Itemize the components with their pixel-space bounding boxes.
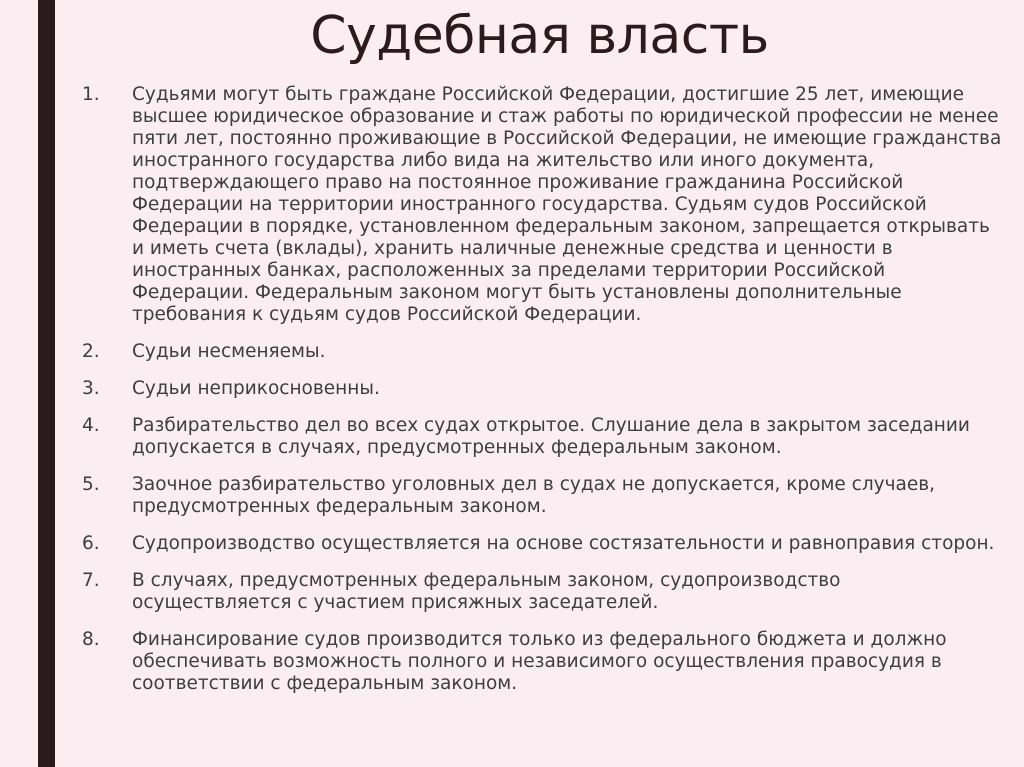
- list-item-text: Финансирование судов производится только из федерального бюджета и должно обеспечивать возможность полного и независимого осуществления правосудия в соответствии с федеральным законом.: [132, 629, 947, 694]
- list-item-number: 1.: [82, 84, 100, 105]
- list-item-number: 6.: [82, 533, 100, 554]
- slide-title: Судебная власть: [310, 6, 769, 66]
- list-item-number: 7.: [82, 570, 100, 591]
- list-item-text: Судопроизводство осуществляется на основе состязательности и равноправия сторон.: [132, 533, 995, 554]
- list-item: [82, 570, 1002, 614]
- list-item: [82, 629, 1002, 695]
- list-item-number: 3.: [82, 378, 100, 399]
- list-item: [82, 341, 1002, 363]
- list-item: [82, 474, 1002, 518]
- provisions-list: [82, 84, 1002, 710]
- list-item-text: Заочное разбирательство уголовных дел в судах не допускается, кроме случаев, предусмотренных федеральным законом.: [132, 474, 936, 517]
- list-item-number: 2.: [82, 341, 100, 362]
- list-item-number: 5.: [82, 474, 100, 495]
- list-item: [82, 415, 1002, 459]
- list-item-text: Судьи неприкосновенны.: [132, 378, 380, 399]
- list-item-number: 8.: [82, 629, 100, 650]
- list-item-text: В случаях, предусмотренных федеральным законом, судопроизводство осуществляется с участием присяжных заседателей.: [132, 570, 841, 613]
- list-item: [82, 378, 1002, 400]
- list-item-number: 4.: [82, 415, 100, 436]
- list-item-text: Разбирательство дел во всех судах открытое. Слушание дела в закрытом заседании допускается в случаях, предусмотренных федеральным законом.: [132, 415, 970, 458]
- list-item-text: Судьи несменяемы.: [132, 341, 326, 362]
- list-item: [82, 84, 1002, 326]
- list-item: [82, 533, 1002, 555]
- list-item-text: Судьями могут быть граждане Российской Федерации, достигшие 25 лет, имеющие высшее юридическое образование и стаж работы по юридической профессии не менее пяти лет, постоянно проживающие в Российской Федерации, не имеющие гражданства иностранного государства либо вида на жительство или иного документа, подтверждающего право на постоянное проживание гражданина Российской Федерации на территории иностранного государства. Судьям судов Российской Федерации в порядке, установленном федеральным законом, запрещается открывать и иметь счета (вклады), хранить наличные денежные средства и ценности в иностранных банках, расположенных за пределами территории Российской Федерации. Федеральным законом могут быть установлены дополнительные требования к судьям судов Российской Федерации.: [132, 84, 1002, 325]
- accent-bar: [38, 0, 55, 767]
